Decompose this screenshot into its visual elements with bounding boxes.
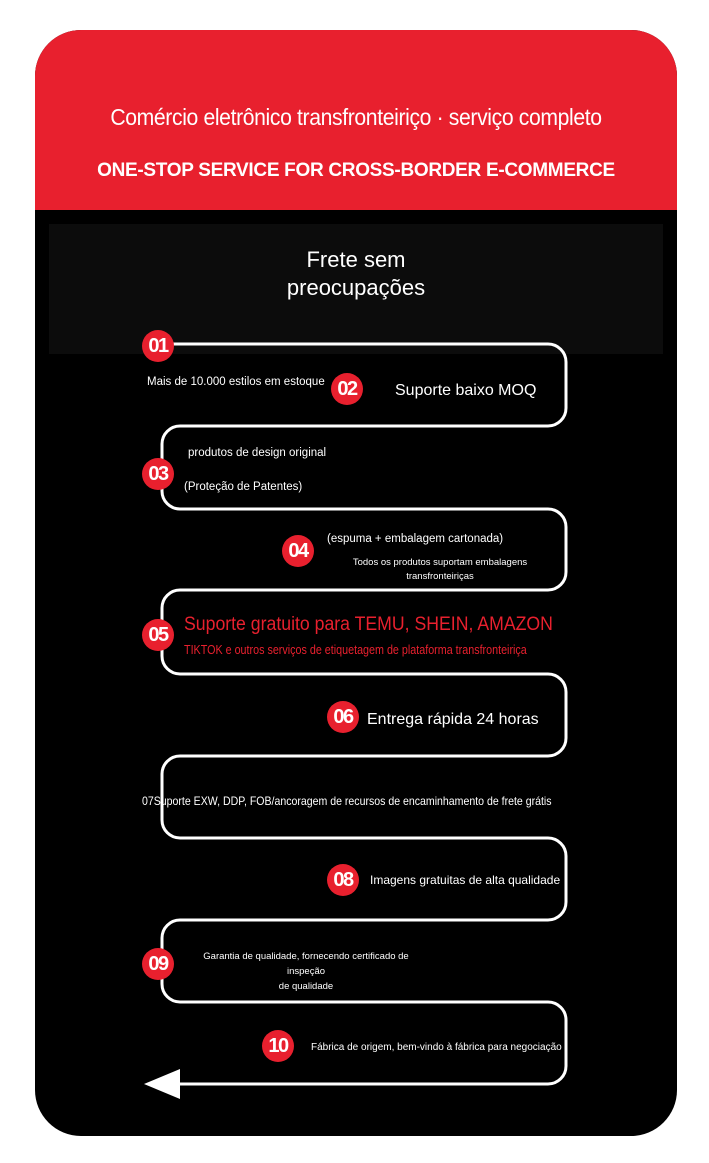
step-number-01: 01 bbox=[142, 330, 174, 362]
step-text-10: Fábrica de origem, bem-vindo à fábrica para negociação bbox=[311, 1042, 562, 1053]
title-portuguese: Comércio eletrônico transfronteiriço · serviço completo bbox=[110, 104, 602, 130]
step-text-04a: (espuma + embalagem cartonada) bbox=[327, 533, 504, 545]
step-number-05: 05 bbox=[142, 619, 174, 651]
step-text-04b: Todos os produtos suportam embalagens transfronteiriças bbox=[352, 557, 528, 582]
step-text-02: Suporte baixo MOQ bbox=[395, 382, 537, 399]
step-number-08: 08 bbox=[327, 864, 359, 896]
step-number-09: 09 bbox=[142, 948, 174, 980]
title-english: ONE-STOP SERVICE FOR CROSS-BORDER E-COMMERCE bbox=[97, 160, 615, 181]
step-text-08: Imagens gratuitas de alta qualidade bbox=[370, 873, 561, 887]
step-text-09: Garantia de qualidade, fornecendo certificado de inspeção de qualidade bbox=[203, 951, 409, 992]
step-number-06: 06 bbox=[327, 701, 359, 733]
step-number-04: 04 bbox=[282, 535, 314, 567]
step-number-07: 07 bbox=[142, 794, 154, 808]
step-text-07: 07Suporte EXW, DDP, FOB/ancoragem de recursos de encaminhamento de frete grátis bbox=[142, 794, 552, 808]
step-text-05a: Suporte gratuito para TEMU, SHEIN, AMAZON bbox=[184, 614, 553, 635]
step-text-03b: (Proteção de Patentes) bbox=[184, 481, 303, 493]
step-text-03a: produtos de design original bbox=[188, 447, 327, 459]
arrow-left-icon bbox=[144, 1069, 180, 1099]
step-text-01: Mais de 10.000 estilos em estoque bbox=[147, 376, 325, 388]
step-number-03: 03 bbox=[142, 458, 174, 490]
step-number-10: 10 bbox=[262, 1030, 294, 1062]
step-text-05b: TIKTOK e outros serviços de etiquetagem de plataforma transfronteiriça bbox=[184, 643, 527, 657]
step-number-02: 02 bbox=[331, 373, 363, 405]
banner-title: Frete sem preocupações bbox=[286, 247, 426, 300]
step-text-06: Entrega rápida 24 horas bbox=[367, 711, 539, 728]
